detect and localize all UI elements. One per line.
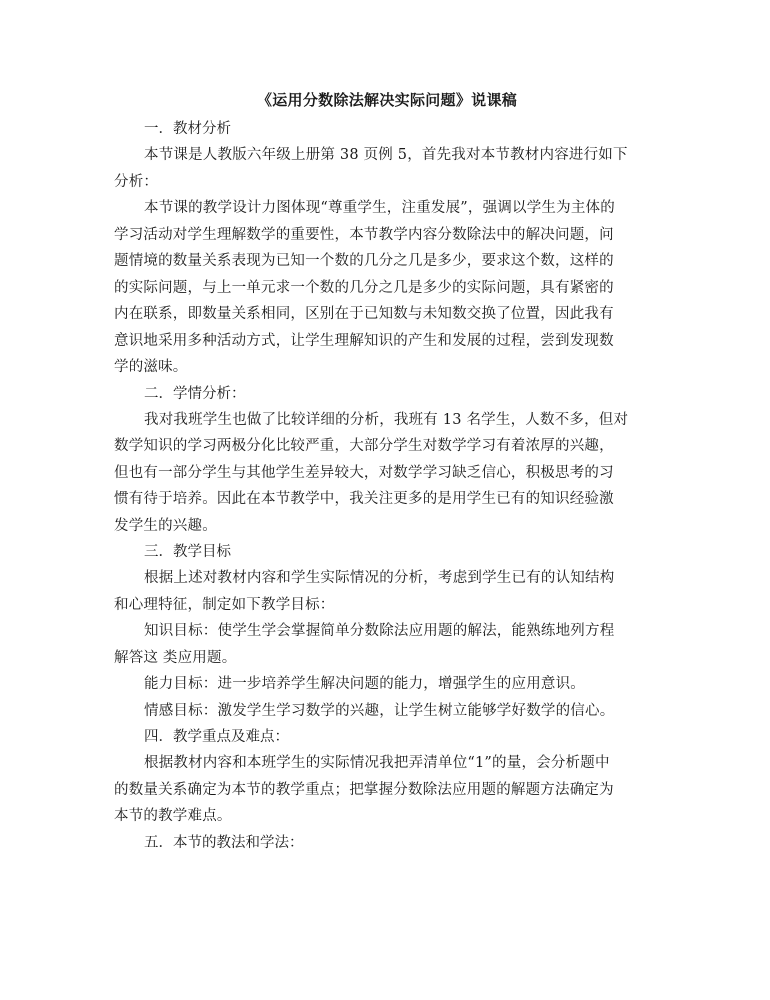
text-line: 的数量关系确定为本节的教学重点；把掌握分数除法应用题的解题方法确定为 bbox=[114, 781, 614, 798]
paragraph bbox=[114, 698, 660, 725]
paragraph bbox=[114, 565, 660, 618]
section-heading-4: 四．教学重点及难点： bbox=[144, 729, 289, 745]
text-line: 学的滋味。 bbox=[114, 359, 188, 375]
paragraph bbox=[114, 671, 660, 698]
text-line: 解答这 类应用题。 bbox=[114, 649, 237, 666]
section-heading-5: 五．本节的教法和学法： bbox=[144, 834, 304, 851]
text-line: 和心理特征，制定如下教学目标： bbox=[114, 596, 335, 613]
section-heading-3: 三．教学目标 bbox=[144, 544, 231, 560]
paragraph bbox=[114, 618, 660, 671]
paragraph bbox=[114, 195, 660, 381]
document-page bbox=[114, 88, 660, 856]
section-heading-1: 一．教材分析 bbox=[144, 121, 231, 137]
paragraph bbox=[114, 407, 660, 540]
text-line: 本节课是人教版六年级上册第 38 页例 5，首先我对本节教材内容进行如下 bbox=[144, 147, 628, 163]
text-line: 知识目标：使学生学会掌握简单分数除法应用题的解法，能熟练地列方程 bbox=[144, 623, 615, 639]
text-line: 根据上述对教材内容和学生实际情况的分析，考虑到学生已有的认知结构 bbox=[144, 570, 615, 586]
text-line: 内在联系，即数量关系相同，区别在于已知数与未知数交换了位置，因此我有 bbox=[114, 306, 614, 322]
document-title: 《运用分数除法解决实际问题》说课稿 bbox=[256, 91, 518, 109]
paragraph bbox=[114, 750, 660, 830]
text-line: 题情境的数量关系表现为已知一个数的几分之几是多少，要求这个数，这样的 bbox=[114, 253, 614, 269]
paragraph bbox=[114, 142, 660, 195]
text-line: 发学生的兴趣。 bbox=[114, 517, 217, 534]
text-line: 我对我班学生也做了比较详细的分析，我班有 13 名学生，人数不多，但对 bbox=[144, 411, 629, 428]
text-line: 本节的教学难点。 bbox=[114, 808, 232, 824]
text-line: 能力目标：进一步培养学生解决问题的能力，增强学生的应用意识。 bbox=[144, 676, 585, 692]
text-line: 情感目标：激发学生学习数学的兴趣，让学生树立能够学好数学的信心。 bbox=[144, 702, 615, 719]
text-line: 分析： bbox=[114, 173, 159, 190]
text-line: 的实际问题，与上一单元求一个数的几分之几是多少的实际问题，具有紧密的 bbox=[114, 279, 614, 296]
text-line: 本节课的教学设计力图体现“尊重学生，注重发展”，强调以学生为主体的 bbox=[144, 200, 615, 216]
text-line: 意识地采用多种活动方式，让学生理解知识的产生和发展的过程，尝到发现数 bbox=[114, 332, 614, 349]
text-line: 数学知识的学习两极分化比较严重，大部分学生对数学学习有着浓厚的兴趣， bbox=[114, 438, 614, 454]
text-line: 根据教材内容和本班学生的实际情况我把弄清单位“1”的量，会分析题中 bbox=[144, 755, 610, 771]
text-line: 但也有一部分学生与其他学生差异较大，对数学学习缺乏信心，积极思考的习 bbox=[114, 464, 614, 481]
section-heading-2: 二．学情分析： bbox=[144, 385, 246, 402]
text-line: 惯有待于培养。因此在本节教学中，我关注更多的是用学生已有的知识经验激 bbox=[114, 491, 614, 507]
text-line: 学习活动对学生理解数学的重要性，本节教学内容分数除法中的解决问题，问 bbox=[114, 226, 614, 243]
